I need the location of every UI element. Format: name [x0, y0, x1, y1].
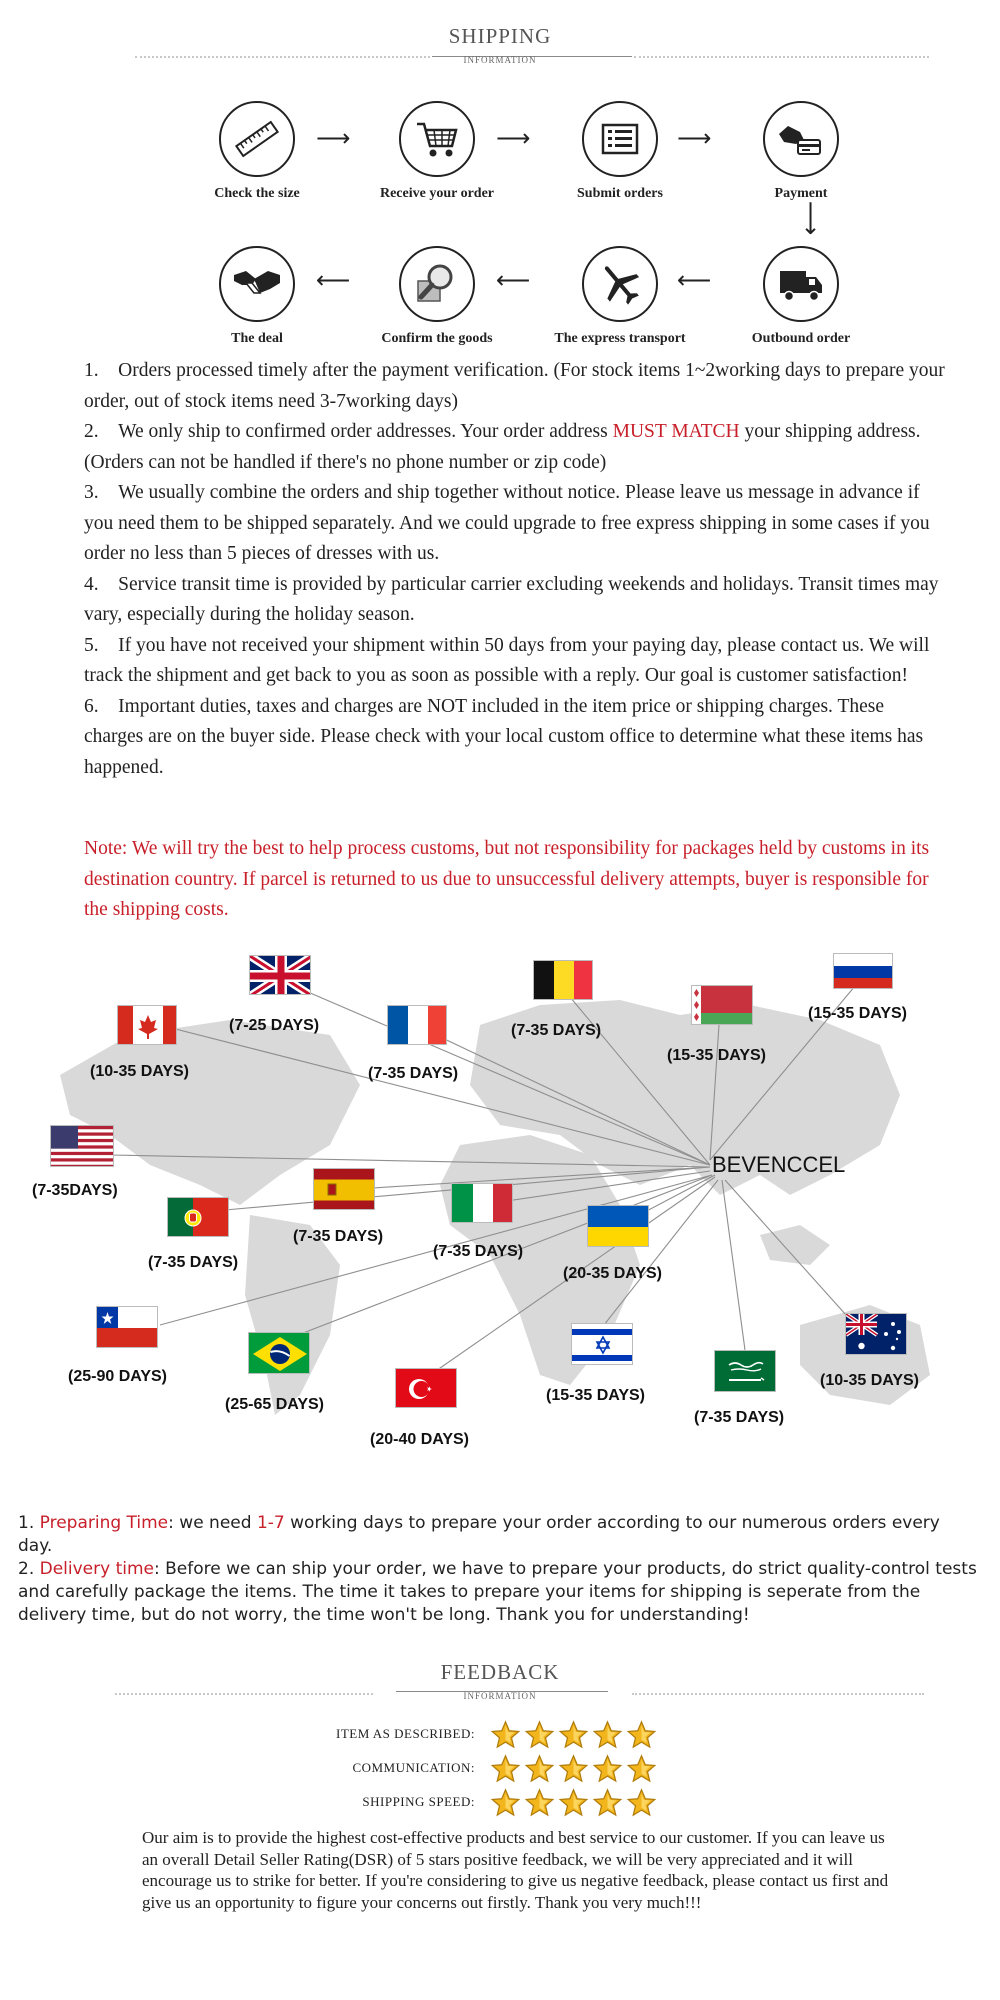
timing-info: [18, 1512, 978, 1627]
united-states-flag-icon: [50, 1125, 114, 1167]
preparing-time-range: 1-7: [256, 1513, 285, 1533]
portugal-flag-icon: [167, 1197, 229, 1237]
right-arrow-icon: ⟶: [316, 124, 351, 152]
russia-flag-icon: [833, 953, 893, 989]
rating-communication: [0, 1754, 1000, 1784]
delivery-days-portugal: (7-35 DAYS): [148, 1254, 239, 1271]
hub-label: BEVENCCEL: [712, 1152, 846, 1177]
star-rating: [490, 1720, 657, 1750]
belgium-flag-icon: [533, 960, 593, 1000]
delivery-days-saudi-arabia: (7-35 DAYS): [694, 1409, 785, 1426]
left-arrow-icon: ⟶: [316, 266, 351, 294]
handshake-icon: [219, 246, 295, 322]
delivery-days-australia: (10-35 DAYS): [820, 1372, 920, 1389]
card-payment-icon: [763, 101, 839, 177]
star-icon: [592, 1788, 623, 1818]
rating-label: COMMUNICATION:: [352, 1760, 475, 1775]
left-arrow-icon: ⟶: [677, 266, 712, 294]
star-icon: [558, 1788, 589, 1818]
ukraine-flag-icon: [587, 1205, 649, 1247]
belarus-flag-icon: [691, 985, 753, 1025]
united-kingdom-flag-icon: [249, 955, 311, 995]
italy-flag-icon: [451, 1183, 513, 1223]
step-express-transport: [535, 246, 705, 347]
canada-flag-icon: [117, 1005, 177, 1045]
step-label: Payment: [774, 186, 828, 201]
magnifier-icon: [399, 246, 475, 322]
saudi-arabia-flag-icon: [714, 1350, 776, 1392]
delivery-days-france: (7-35 DAYS): [368, 1065, 459, 1082]
delivery-time-label: Delivery time: [39, 1559, 155, 1579]
star-icon: [490, 1788, 521, 1818]
star-icon: [592, 1754, 623, 1784]
star-rating: [490, 1788, 657, 1818]
delivery-days-spain: (7-35 DAYS): [293, 1228, 384, 1245]
star-icon: [524, 1720, 555, 1750]
policy-item: 4. Service transit time is provided by particular carrier excluding weekends and holidays. Transit times may vary, especially during the holiday season.: [84, 573, 939, 625]
feedback-title: FEEDBACK: [440, 1660, 560, 1684]
delivery-days-belarus: (15-35 DAYS): [667, 1047, 767, 1064]
step-label: Receive your order: [379, 186, 495, 201]
right-arrow-icon: ⟶: [677, 124, 712, 152]
delivery-days-canada: (10-35 DAYS): [90, 1063, 190, 1080]
rating-item-as-described: [0, 1720, 1000, 1750]
star-icon: [524, 1754, 555, 1784]
step-label: Check the size: [214, 186, 300, 201]
policy-item: 2. We only ship to confirmed order addresses. Your order address MUST MATCH your shipping address. (Orders can not be handled if there's no phone number or zip code): [84, 421, 921, 473]
cart-icon: [399, 101, 475, 177]
policy-item: 3. We usually combine the orders and ship together without notice. Please leave us message in advance if you need them to be shipped separately. And we could upgrade to free express shipping in some cases if you order no less than 5 pieces of dresses with us.: [84, 482, 930, 564]
star-icon: [626, 1720, 657, 1750]
step-the-deal: [172, 246, 342, 347]
delivery-time-item: 2. Delivery time: Before we can ship your order, we have to prepare your products, do strict quality-control tests and carefully package the items. The time it takes to prepare your items for shipping is seperate from the delivery time, but do not worry, the time won't be long. Thank you for understanding!: [18, 1559, 977, 1625]
list-icon: [582, 101, 658, 177]
brazil-flag-icon: [248, 1332, 310, 1374]
delivery-days-russia: (15-35 DAYS): [808, 1005, 908, 1022]
star-icon: [592, 1720, 623, 1750]
spain-flag-icon: [313, 1168, 375, 1210]
left-arrow-icon: ⟶: [496, 266, 531, 294]
shipping-title: SHIPPING: [448, 24, 552, 48]
step-confirm-goods: [352, 246, 522, 347]
delivery-days-brazil: (25-65 DAYS): [225, 1396, 325, 1413]
turkey-flag-icon: [395, 1368, 457, 1408]
policy-item: 5. If you have not received your shipment within 50 days from your paying day, please contact us. We will track the shipment and get back to you as soon as possible with a reply. Our goal is customer satisfaction!: [84, 634, 930, 686]
airplane-icon: [582, 246, 658, 322]
delivery-days-israel: (15-35 DAYS): [546, 1387, 646, 1404]
delivery-days-ukraine: (20-35 DAYS): [563, 1265, 663, 1282]
delivery-days-turkey: (20-40 DAYS): [370, 1431, 470, 1448]
ruler-icon: [219, 101, 295, 177]
australia-flag-icon: [845, 1313, 907, 1355]
step-label: The express transport: [554, 331, 686, 346]
right-arrow-icon: ⟶: [496, 124, 531, 152]
delivery-days-belgium: (7-35 DAYS): [511, 1022, 602, 1039]
star-rating: [490, 1754, 657, 1784]
preparing-time-label: Preparing Time: [39, 1513, 169, 1533]
feedback-subtitle: INFORMATION: [463, 1691, 537, 1701]
star-icon: [524, 1788, 555, 1818]
chile-flag-icon: [96, 1306, 158, 1348]
shipping-header: [0, 24, 1000, 65]
step-label: Submit orders: [577, 186, 663, 201]
step-payment: [716, 101, 886, 202]
closing-message: Our aim is to provide the highest cost-effective products and best service to our customer. If you can leave us an overall Detail Seller Rating(DSR) of 5 stars positive feedback, we will be very appreciated and it will encourage us to strike for better. If you're considering to give us negative feedback, please contact us first and give us an opportunity to figure your concerns out firstly. Thank you very much!!!: [142, 1828, 889, 1912]
truck-icon: [763, 246, 839, 322]
must-match-highlight: MUST MATCH: [612, 421, 740, 442]
delivery-days-italy: (7-35 DAYS): [433, 1243, 524, 1260]
star-icon: [626, 1754, 657, 1784]
france-flag-icon: [387, 1005, 447, 1045]
israel-flag-icon: [571, 1323, 633, 1365]
policy-item: 6. Important duties, taxes and charges are NOT included in the item price or shipping charges. These charges are on the buyer side. Please check with your local custom office to determine what these items has happened.: [84, 695, 924, 778]
shipping-subtitle: INFORMATION: [463, 55, 537, 65]
customs-note: Note: We will try the best to help process customs, but not responsibility for packages held by customs in its destination country. If parcel is returned to us due to unsuccessful delivery attempts, buyer is responsible for the shipping costs.: [84, 838, 930, 920]
star-icon: [490, 1754, 521, 1784]
preparing-time-item: 1. Preparing Time: we need 1-7 working days to prepare your order according to our numerous orders every day.: [18, 1513, 940, 1556]
shipping-policy-list: [84, 356, 946, 783]
step-outbound-order: [716, 246, 886, 347]
rating-shipping-speed: [0, 1788, 1000, 1818]
rating-label: SHIPPING SPEED:: [362, 1794, 475, 1809]
delivery-days-united-kingdom: (7-25 DAYS): [229, 1017, 320, 1034]
star-icon: [490, 1720, 521, 1750]
step-label: Outbound order: [751, 331, 851, 346]
step-label: Confirm the goods: [381, 331, 493, 346]
delivery-days-chile: (25-90 DAYS): [68, 1368, 168, 1385]
star-icon: [558, 1720, 589, 1750]
policy-item: 1. Orders processed timely after the payment verification. (For stock items 1~2working days to prepare your order, out of stock items need 3-7working days): [84, 360, 945, 412]
delivery-days-united-states: (7-35DAYS): [32, 1182, 118, 1199]
step-label: The deal: [231, 331, 283, 346]
rating-label: ITEM AS DESCRIBED:: [335, 1726, 475, 1741]
star-icon: [558, 1754, 589, 1784]
feedback-header: [0, 1660, 1000, 1701]
delivery-world-map: [0, 935, 1000, 1495]
star-icon: [626, 1788, 657, 1818]
down-arrow-icon: ⟶: [797, 200, 826, 236]
